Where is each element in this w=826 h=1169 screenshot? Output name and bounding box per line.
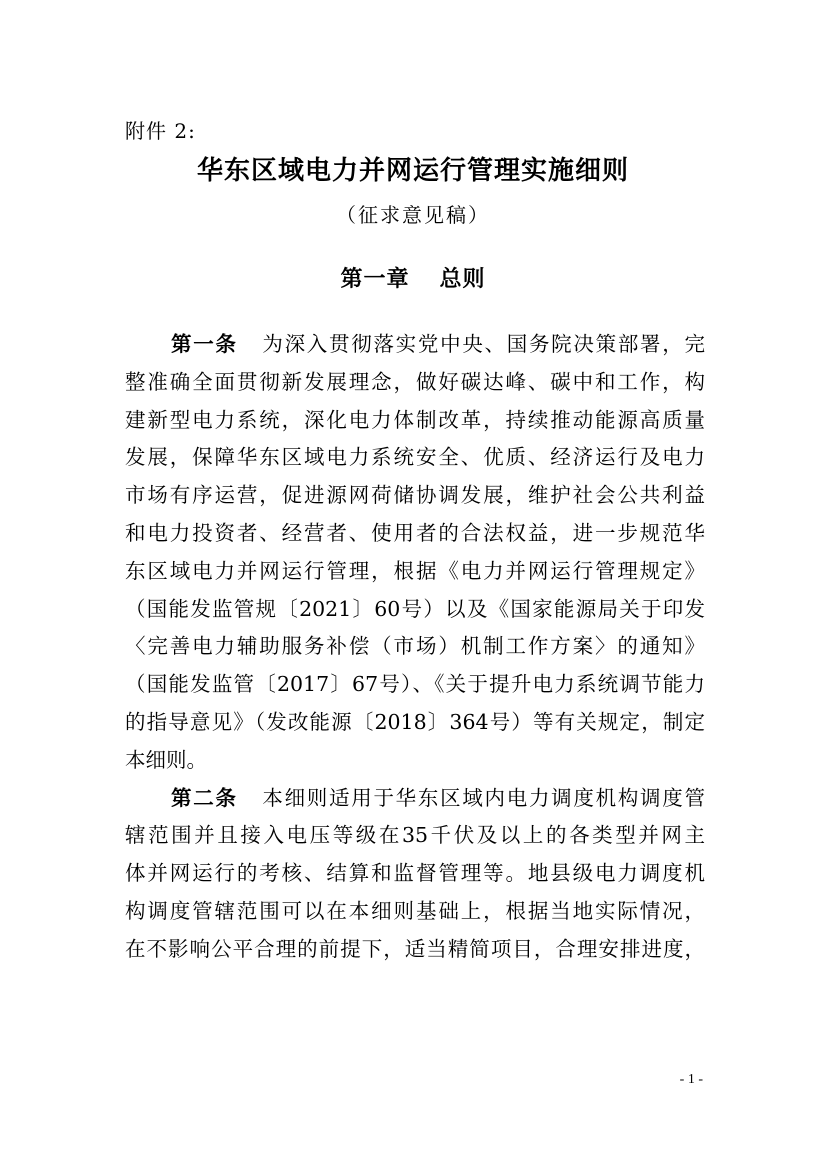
article-line: 发展，保障华东区域电力系统安全、优质、经济运行及电力: [125, 445, 705, 470]
article-label: 第二条: [171, 785, 238, 810]
article-line: 本细则。: [125, 747, 207, 772]
document-subtitle: （征求意见稿）: [336, 203, 490, 227]
article-line: （国能发监管〔2017〕67号）、《关于提升电力系统调节能力: [125, 672, 705, 697]
article-2: [125, 780, 705, 969]
chapter-number: 第一章: [340, 266, 410, 292]
article-line: 构调度管辖范围可以在本细则基础上，根据当地实际情况，: [125, 898, 705, 923]
document-body: [125, 326, 705, 969]
article-line: 辖范围并且接入电压等级在35千伏及以上的各类型并网主: [125, 823, 705, 848]
article-line: 市场有序运营，促进源网荷储协调发展，维护社会公共利益: [125, 483, 705, 508]
chapter-heading: [0, 262, 826, 293]
article-line: 〈完善电力辅助服务补偿（市场）机制工作方案〉的通知》: [125, 634, 705, 659]
attachment-label: 附件 2:: [125, 119, 196, 143]
document-title: 华东区域电力并网运行管理实施细则: [196, 156, 629, 186]
article-line: 建新型电力系统，深化电力体制改革，持续推动能源高质量: [125, 407, 705, 432]
chapter-name: 总则: [439, 266, 486, 292]
article-line: 在不影响公平合理的前提下，适当精简项目，合理安排进度，: [125, 936, 705, 961]
article-line: 东区域电力并网运行管理，根据《电力并网运行管理规定》: [125, 558, 705, 583]
article-label: 第一条: [171, 332, 238, 356]
article-line: 体并网运行的考核、结算和监督管理等。地县级电力调度机: [125, 861, 705, 886]
article-line: （国能发监管规〔2021〕60号）以及《国家能源局关于印发: [125, 596, 705, 621]
article-1: [125, 326, 705, 780]
article-line: 的指导意见》（发改能源〔2018〕364号）等有关规定，制定: [125, 709, 705, 734]
article-line: 整准确全面贯彻新发展理念，做好碳达峰、碳中和工作，构: [125, 369, 705, 394]
article-line: 第一条 为深入贯彻落实党中央、国务院决策部署，完: [171, 332, 705, 356]
article-line: 和电力投资者、经营者、使用者的合法权益，进一步规范华: [125, 520, 705, 545]
article-line: 第二条 本细则适用于华东区域内电力调度机构调度管: [171, 785, 705, 810]
page-number: - 1 -: [679, 1072, 703, 1087]
